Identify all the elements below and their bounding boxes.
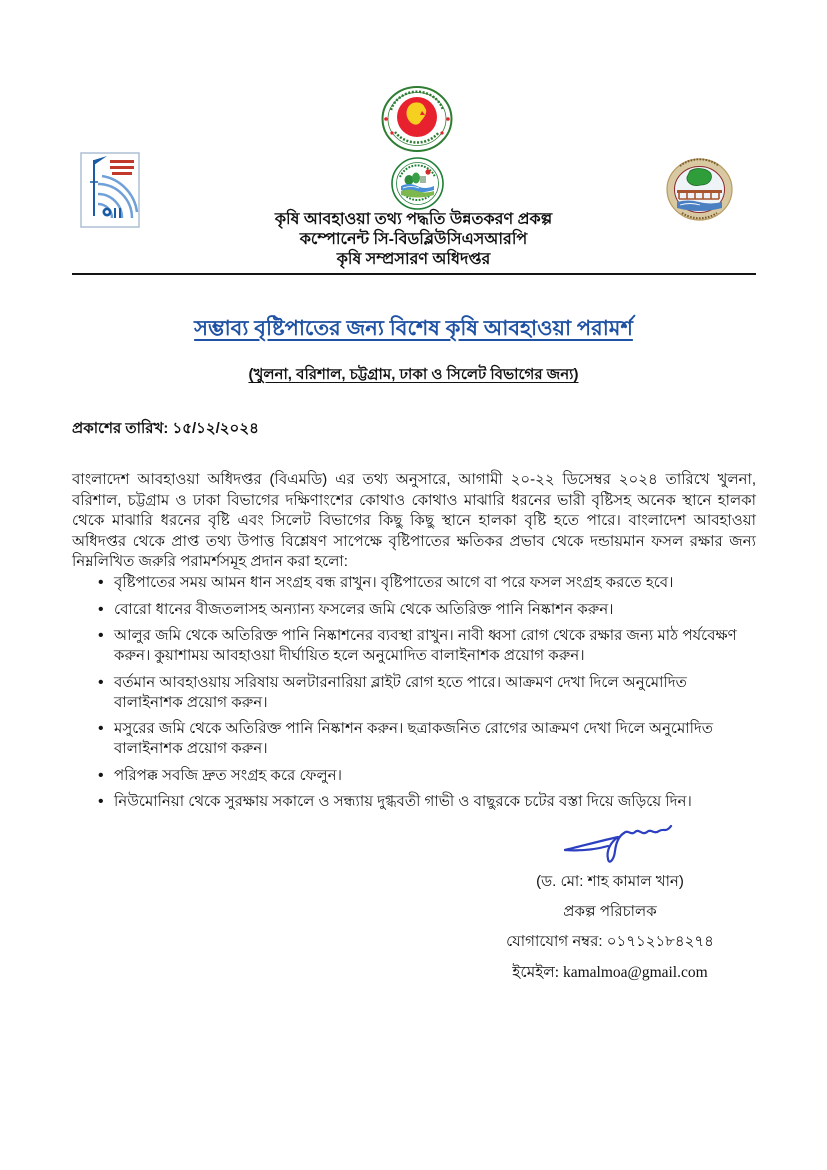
org-line-project: কৃষি আবহাওয়া তথ্য পদ্ধতি উন্নতকরণ প্রকল্প: [274, 211, 553, 228]
document-subtitle: (খুলনা, বরিশাল, চট্টগ্রাম, ঢাকা ও সিলেট বিভাগের জন্য): [248, 366, 579, 383]
signatory-designation: প্রকল্প পরিচালক: [563, 903, 657, 920]
advisory-list: [100, 573, 748, 819]
signatory-name: (ড. মো: শাহ কামাল খান): [536, 873, 684, 890]
advisory-item-2: • বোরো ধানের বীজতলাসহ অন্যান্য ফসলের জমি থেকে অতিরিক্ত পানি নিষ্কাশন করুন।: [100, 600, 748, 620]
advisory-item-5: • মসুরের জমি থেকে অতিরিক্ত পানি নিষ্কাশন করুন। ছত্রাকজনিত রোগের আক্রমণ দেখা দিলে অনুমোদিত বালাইনাশক প্রয়োগ করুন।: [100, 719, 748, 759]
signature-icon: [562, 820, 674, 868]
advisory-item-1: • বৃষ্টিপাতের সময় আমন ধান সংগ্রহ বন্ধ রাখুন। বৃষ্টিপাতের আগে বা পরে ফসল সংগ্রহ করতে হবে।: [100, 573, 748, 593]
org-line-component: কম্পোনেন্ট সি-বিডব্লিউসিএসআরপি: [299, 231, 528, 248]
govt-emblem-icon: [381, 86, 453, 152]
signatory-contact: যোগাযোগ নম্বর: ০১৭১২১৮৪২৭৪: [506, 933, 714, 950]
intro-paragraph: বাংলাদেশ আবহাওয়া অধিদপ্তর (বিএমডি) এর তথ্য অনুসারে, আগামী ২০-২২ ডিসেম্বর ২০২৪ তারিখে খুলনা, বরিশাল, চট্টগ্রাম ও ঢাকা বিভাগের দক্ষিণাংশের কোথাও কোথাও মাঝারি ধরনের ভারী বৃষ্টিসহ অনেক স্থানে হালকা থেকে মাঝারি ধরনের বৃষ্টি এবং সিলেট বিভাগের কিছু কিছু স্থানে হালকা বৃষ্টি হতে পারে। বাংলাদেশ আবহাওয়া অধিদপ্তর থেকে প্রাপ্ত তথ্য উপাত্ত বিশ্লেষণ সাপেক্ষে বৃষ্টিপাতের ক্ষতিকর প্রভাব থেকে দন্ডায়মান ফসল রক্ষার জন্য নিম্নলিখিত জরুরি পরামর্শসমূহ প্রদান করা হলো:: [72, 471, 756, 570]
advisory-item-7: • নিউমোনিয়া থেকে সুরক্ষায় সকালে ও সন্ধ্যায় দুগ্ধবতী গাভী ও বাছুরকে চটের বস্তা দিয়ে জড়িয়ে দিন।: [100, 792, 748, 812]
document-title: সম্ভাব্য বৃষ্টিপাতের জন্য বিশেষ কৃষি আবহাওয়া পরামর্শ: [194, 317, 633, 340]
signatory-email: ইমেইল: kamalmoa@gmail.com: [512, 964, 708, 981]
advisory-item-6: • পরিপক্ক সবজি দ্রুত সংগ্রহ করে ফেলুন।: [100, 766, 748, 786]
org-header: [0, 210, 827, 270]
org-line-department: কৃষি সম্প্রসারণ অধিদপ্তর: [336, 251, 491, 268]
publish-date: প্রকাশের তারিখ: ১৫/১২/২০২৪: [72, 420, 259, 437]
advisory-item-4: • বর্তমান আবহাওয়ায় সরিষায় অলটারনারিয়া ব্লাইট রোগ হতে পারে। আক্রমণ দেখা দিলে অনুমোদিত বালাইনাশক প্রয়োগ করুন।: [100, 673, 748, 713]
header-divider: [72, 273, 756, 275]
advisory-item-3: • আলুর জমি থেকে অতিরিক্ত পানি নিষ্কাশনের ব্যবস্থা রাখুন। নাবী ধ্বসা রোগ থেকে রক্ষার জন্য মাঠ পর্যবেক্ষণ করুন। কুয়াশাময় আবহাওয়া দীর্ঘায়িত হলে অনুমোদিত বালাইনাশক প্রয়োগ করুন।: [100, 626, 748, 666]
dae-logo-icon: [391, 157, 444, 210]
signature-block: [478, 820, 742, 986]
